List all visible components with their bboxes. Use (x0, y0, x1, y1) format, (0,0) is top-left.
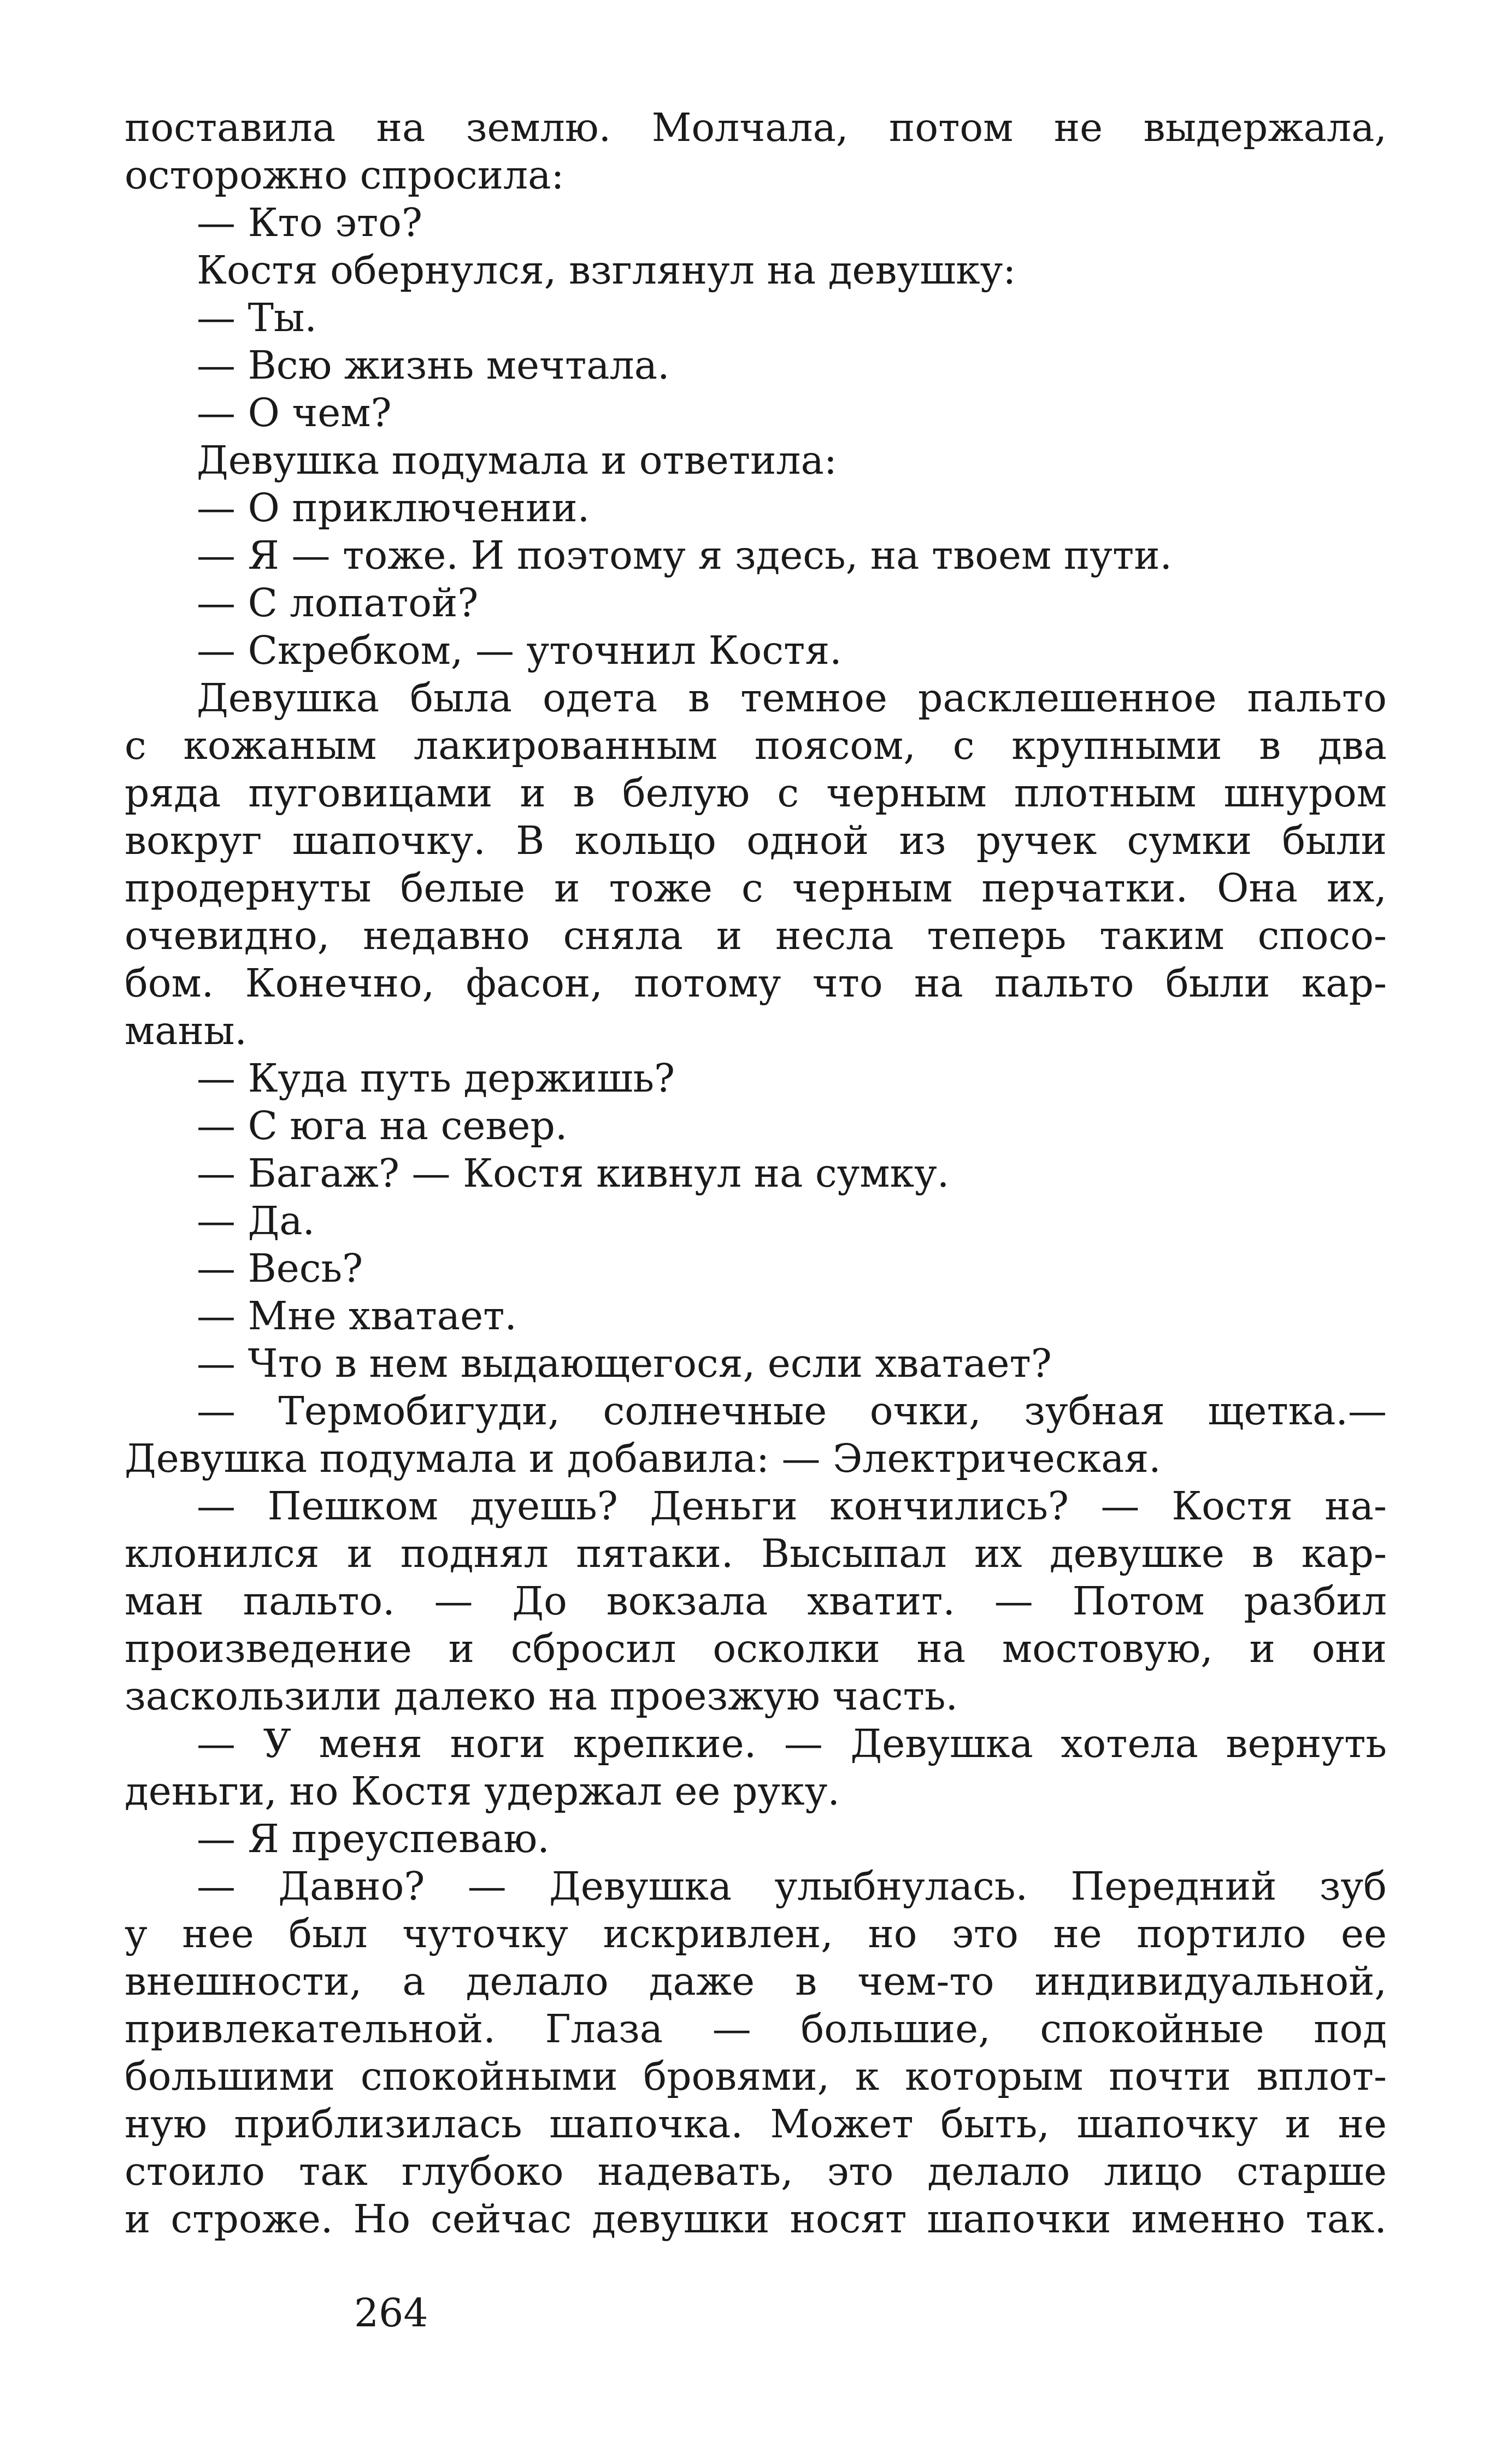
text-line: деньги, но Костя удержал ее руку. (125, 1769, 840, 1814)
text-line: — Мне хватает. (197, 1293, 517, 1339)
text-line: — Скребком, — уточнил Костя. (197, 628, 842, 673)
text-line: Девушка подумала и добавила: — Электрическая. (125, 1436, 1161, 1481)
text-line: бом. Конечно, фасон, потому что на пальто были кар- (125, 960, 1387, 1006)
text-line: — Багаж? — Костя кивнул на сумку. (197, 1151, 950, 1196)
text-line: привлекательной. Глаза — большие, спокойные под (125, 2006, 1387, 2052)
text-line: очевидно, недавно сняла и несла теперь таким спосо- (125, 913, 1387, 958)
text-line: большими спокойными бровями, к которым почти вплот- (125, 2054, 1387, 2099)
text-line: и строже. Но сейчас девушки носят шапочки именно так. (125, 2196, 1387, 2242)
text-line: — Куда путь держишь? (197, 1056, 675, 1101)
text-line: — Ты. (197, 295, 317, 340)
text-line: маны. (125, 1008, 247, 1053)
text-line: внешности, а делало даже в чем-то индивидуальной, (125, 1959, 1387, 2004)
page-number: 264 (354, 2290, 428, 2336)
text-line: — Кто это? (197, 200, 422, 245)
text-line: клонился и поднял пятаки. Высыпал их девушке в кар- (125, 1531, 1387, 1576)
text-line: стоило так глубоко надевать, это делало лицо старше (125, 2149, 1387, 2194)
text-line: — Что в нем выдающегося, если хватает? (197, 1341, 1052, 1386)
text-line: ную приблизилась шапочка. Может быть, шапочку и не (125, 2101, 1387, 2147)
text-line: — О приключении. (197, 485, 590, 530)
text-line: — Термобигуди, солнечные очки, зубная щетка.— (197, 1388, 1387, 1434)
text-line: — Пешком дуешь? Деньги кончились? — Костя на- (197, 1483, 1387, 1529)
text-line: — Я — тоже. И поэтому я здесь, на твоем пути. (197, 533, 1173, 578)
text-line: — Весь? (197, 1246, 363, 1291)
page-text (125, 104, 1387, 2243)
text-line: поставила на землю. Молчала, потом не выдержала, (125, 105, 1387, 150)
text-line: — С юга на север. (197, 1103, 568, 1148)
text-line: заскользили далеко на проезжую часть. (125, 1673, 958, 1719)
text-line: ряда пуговицами и в белую с черным плотным шнуром (125, 770, 1387, 816)
text-line: — Давно? — Девушка улыбнулась. Передний зуб (197, 1864, 1387, 1909)
text-line: вокруг шапочку. В кольцо одной из ручек сумки были (125, 818, 1387, 863)
text-line: Девушка была одета в темное расклешенное пальто (197, 675, 1387, 721)
text-line: у нее был чуточку искривлен, но это не портило ее (125, 1911, 1387, 1956)
text-line: Девушка подумала и ответила: (197, 438, 837, 483)
text-line: Костя обернулся, взглянул на девушку: (197, 247, 1016, 293)
text-line: — Да. (197, 1198, 315, 1243)
text-line: — Всю жизнь мечтала. (197, 343, 670, 388)
text-line: продернуты белые и тоже с черным перчатки. Она их, (125, 865, 1387, 911)
text-line: произведение и сбросил осколки на мостовую, и они (125, 1626, 1387, 1671)
text-line: ман пальто. — До вокзала хватит. — Потом разбил (125, 1578, 1387, 1624)
book-page (125, 104, 1387, 2453)
text-line: с кожаным лакированным поясом, с крупными в два (125, 723, 1387, 768)
text-line: — О чем? (197, 390, 392, 435)
text-line: осторожно спросила: (125, 152, 564, 198)
text-line: — Я преуспеваю. (197, 1816, 550, 1861)
text-line: — У меня ноги крепкие. — Девушка хотела вернуть (197, 1721, 1387, 1766)
text-line: — С лопатой? (197, 580, 479, 626)
